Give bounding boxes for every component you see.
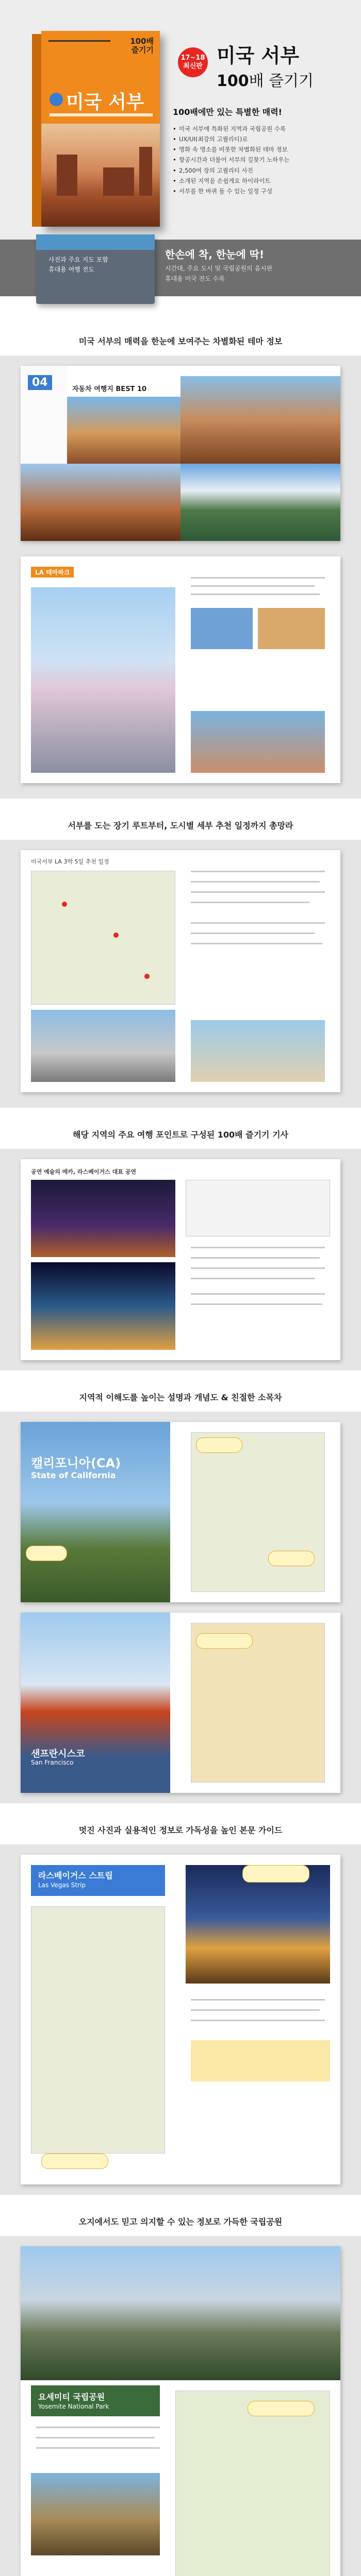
map-callout [242,1865,309,1883]
butte-shape [57,155,77,196]
chapter-number: 04 [28,375,52,390]
text-line [191,933,315,934]
book-series-line2: 즐기기 [131,45,154,55]
edition-label: 최신판 [183,62,203,70]
photo-vegas-night [186,1865,330,1984]
book-series-logo [130,37,154,54]
photo-canyon [67,397,180,464]
article-heading: 공연 예술의 메카, 라스베이거스 대표 공연 [31,1168,136,1175]
section-title: 지역적 이해도를 높이는 설명과 개념도 & 친절한 소목차 [79,1393,282,1402]
map-callout [196,1437,242,1453]
text-line [191,1303,322,1305]
book-series-line1: 100배 [130,37,154,46]
text-line [191,943,322,944]
theme-tag: LA 테마파크 [31,567,74,578]
state-title-en: State of California [31,1470,116,1480]
text-line [191,585,315,587]
spread-routes [21,850,340,1092]
photo-castle [31,587,175,773]
photo-monument-valley [21,464,180,541]
text-line [191,594,320,595]
photo-half-dome [31,2473,160,2555]
city-title-en: San Francisco [31,1759,74,1766]
text-line [191,1999,325,2001]
map-callout [248,2401,315,2416]
text-line [36,2427,160,2428]
photo-palm-trees [21,1422,170,1602]
photo-grand-canyon [180,376,340,464]
hero-subtitle-text: 배 즐기기 [249,72,314,90]
text-line [191,1278,315,1279]
hero-title: 미국 서부 [217,44,300,67]
map-pin-icon [62,902,67,907]
text-line [191,1257,320,1259]
feature-item: • UX/UI(최강의 고퀄리티)로 [173,134,327,144]
handy-desc-line2: 휴대용 미국 전도 수록 [165,275,225,282]
spread-theme-themepark [21,556,340,783]
section-title: 서부를 도는 장기 루트부터, 도시별 세부 추천 일정까지 총망라 [68,821,293,831]
text-line [191,922,325,924]
section-title: 해당 지역의 주요 여행 포인트로 구성된 100배 즐기기 기사 [73,1130,288,1140]
handy-desc-line1: 시간대, 주요 도시 및 국립공원의 음시판 [165,265,273,272]
california-map [191,1432,325,1592]
park-title-en: Yosemite National Park [38,2403,109,2410]
book-cover-subtitle-bar [50,113,153,116]
section-routes [0,819,361,831]
photo-mountain-lake [180,464,340,541]
feature-item: • 항공시간과 더불어 서부의 길찾기 노하우는 [173,155,327,165]
map-pin-icon [113,933,119,938]
feature-item: • 서부를 한 바퀴 돌 수 있는 일정 구성 [173,186,327,196]
feature-item: • 소개된 지역을 손쉽게요 하이라이트 [173,176,327,186]
hero-subtitle-number: 100 [217,72,249,90]
book-cover-photo-monument-valley [41,124,160,227]
map-callout [196,1633,253,1649]
photo-route [191,1020,325,1082]
map-callout [26,1546,67,1561]
strip-title-en: Las Vegas Strip [38,1882,86,1889]
section-title: 미국 서부의 매력을 한눈에 보여주는 차별화된 테마 정보 [78,336,283,346]
edition-years: 17~18 [180,54,205,62]
section-themes [0,335,361,347]
section-articles [0,1128,361,1140]
text-line [191,891,325,893]
photo-small [258,608,325,649]
section-national-parks [0,2215,361,2227]
feature-item: • 2,500여 장의 고퀄리티 사진 [173,165,327,176]
butte-shape [103,167,134,196]
book-badge-icon [50,93,63,106]
park-title-kr: 요세미티 국립공원 [38,2392,105,2402]
photo-yosemite-valley [21,2246,340,2380]
map-pin-icon [144,974,150,979]
route-label: 미국서부 LA 3박 5일 추천 일정 [31,858,109,865]
text-line [191,1293,325,1295]
text-line [191,577,325,579]
section-maps [0,1391,361,1403]
photo-park-street [191,711,325,773]
handy-title: 한손에 착, 한눈에 딱! [165,248,265,261]
pocket-map-card [36,234,155,304]
handy-description [165,264,272,284]
section-title: 멋진 사진과 실용적인 정보로 가독성을 높인 본문 가이드 [78,1825,283,1835]
text-line [191,871,325,872]
photo-show [31,1180,175,1257]
pocket-line1: 사진과 주요 지도 포함 [48,256,108,263]
book-cover-rule [48,40,110,42]
spread-yosemite [21,2246,340,2576]
text-line [191,1247,325,1248]
section-guide [0,1824,361,1836]
hero-subtitle [217,68,314,91]
state-title-kr: 캘리포니아(CA) [31,1456,121,1470]
map-callout [268,1551,315,1566]
text-line [191,2020,325,2021]
chapter-heading: 자동차 여행지 BEST 10 [72,385,147,393]
book-cover [41,31,160,227]
info-table [186,1180,330,1236]
feature-list [173,106,327,196]
text-line [191,902,309,903]
city-title-kr: 샌프란시스코 [31,1749,85,1759]
text-line [191,1267,325,1269]
pocket-map-tab [36,234,155,250]
hotel-info-card [191,2040,330,2081]
strip-title-kr: 라스베이거스 스트립 [38,1871,113,1880]
spread-theme-canyon [21,366,340,541]
text-line [36,2447,160,2449]
spread-san-francisco [21,1613,340,1793]
text-line [36,2437,155,2438]
feature-item: • 명화 속 명소를 비롯한 차별화된 테마 정보 [173,144,327,155]
section-title: 오지에서도 믿고 의지할 수 있는 정보로 가득한 국립공원 [78,2217,283,2227]
text-line [191,2009,320,2011]
spread-california [21,1422,340,1602]
park-map [175,2391,330,2576]
spread-las-vegas [21,1855,340,2184]
pocket-map-text [48,255,108,274]
text-line [191,881,320,883]
edition-badge [178,47,208,77]
butte-shape [139,147,152,196]
book-cover-title: 미국 서부 [66,92,144,113]
book-spine [32,34,41,227]
feature-heading: 100배에만 있는 특별한 매력! [173,107,282,117]
map-callout [41,2154,108,2169]
route-map [31,871,175,1005]
photo-performance [31,1262,175,1350]
strip-map [31,1906,165,2154]
photo-small [191,608,253,649]
feature-item: • 미국 서부에 특화된 지역과 국립공원 수록 [173,124,327,134]
photo-city [31,1010,175,1082]
spread-articles [21,1159,340,1360]
pocket-line2: 휴대용 여행 전도 [48,265,94,273]
